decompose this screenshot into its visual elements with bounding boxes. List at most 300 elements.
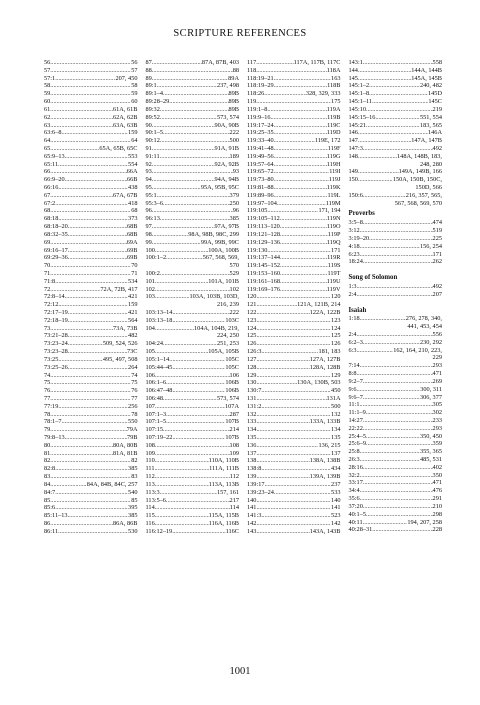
page-refs: 262: [432, 258, 442, 266]
dot-leader: [152, 122, 215, 130]
dot-leader: [50, 67, 131, 75]
index-entry: [247, 317, 341, 325]
scripture-ref: 35:6: [348, 495, 360, 503]
dot-leader: [363, 59, 433, 67]
dot-leader: [256, 497, 331, 505]
scripture-ref: 7:14: [348, 362, 360, 370]
dot-leader: [50, 106, 113, 114]
dot-leader: [280, 270, 327, 278]
page-refs: 129: [331, 371, 341, 379]
page-header: SCRIPTURE REFERENCES: [173, 28, 307, 39]
page-refs: 132: [331, 410, 341, 418]
scripture-ref: 6:3: [348, 346, 357, 354]
index-entry: [146, 434, 240, 442]
index-entry: [146, 270, 240, 278]
scripture-ref: 103:13–18: [145, 316, 173, 324]
dot-leader: [360, 362, 433, 370]
dot-leader: [261, 348, 318, 356]
dot-leader: [363, 339, 420, 347]
scripture-ref: 73: [44, 324, 51, 332]
index-entry: [44, 200, 138, 208]
index-entry: [44, 504, 138, 512]
index-entry: [247, 309, 341, 317]
page-refs: 207, 450: [115, 74, 138, 82]
book-heading: Isaiah: [348, 306, 367, 314]
scripture-ref: 118:19–29: [247, 82, 274, 90]
dot-leader: [375, 114, 420, 122]
dot-leader: [50, 395, 131, 403]
index-entry: [44, 372, 138, 380]
scripture-ref: 95:1: [145, 191, 157, 199]
scripture-ref: 69: [44, 238, 51, 246]
scripture-ref: 113:3: [145, 488, 160, 496]
index-entry: [44, 176, 138, 184]
index-entry: [349, 114, 443, 122]
dot-leader: [267, 106, 326, 114]
dot-leader: [358, 137, 411, 145]
dot-leader: [68, 364, 128, 372]
dot-leader: [58, 215, 128, 223]
index-entry: [247, 106, 341, 114]
section-spacer: [349, 266, 443, 271]
dot-leader: [155, 520, 209, 528]
index-entry: [349, 448, 443, 456]
index-entry: [247, 434, 341, 442]
scripture-ref: 119:121–128: [247, 230, 281, 238]
scripture-ref: 107:19–22: [145, 434, 173, 441]
index-entry: [247, 67, 341, 75]
scripture-ref: 82:8: [44, 465, 56, 473]
page-refs: 113A, 113B: [208, 480, 239, 488]
index-entry: [44, 426, 138, 434]
page-refs: 119S: [327, 262, 341, 270]
page-refs: 567, 568, 569,: [202, 254, 239, 262]
index-entry: [146, 403, 240, 411]
scripture-ref: 57: [44, 66, 51, 74]
page-refs: 529: [229, 269, 239, 277]
dot-leader: [256, 309, 309, 317]
scripture-ref: 119:153–160: [247, 269, 281, 277]
scripture-ref: 32:2: [348, 471, 360, 479]
scripture-ref: 119: [247, 98, 257, 106]
page-refs: 551, 554: [419, 113, 442, 121]
scripture-ref: 1:18: [348, 315, 360, 323]
index-entry: [349, 378, 443, 386]
dot-leader: [274, 82, 327, 90]
index-entry: [44, 239, 138, 247]
dot-leader: [155, 450, 230, 458]
dot-leader: [256, 528, 309, 536]
index-entry: [247, 247, 341, 255]
dot-leader: [360, 448, 420, 456]
scripture-ref: 106:47–48: [145, 387, 173, 395]
page-refs: 83: [131, 473, 138, 481]
dot-leader: [157, 192, 230, 200]
page-refs: 106B: [225, 379, 239, 387]
dot-leader: [155, 278, 208, 286]
page-refs: 119E, 172: [314, 137, 341, 145]
page-refs: 69B: [127, 254, 138, 262]
dot-leader: [261, 387, 331, 395]
dot-leader: [172, 528, 225, 536]
scripture-ref: 11:1–9: [348, 409, 366, 417]
page-refs: 68B: [127, 230, 138, 238]
index-entry: [247, 286, 341, 294]
page-refs: 251, 253: [216, 340, 239, 348]
scripture-ref: 105:1–14: [145, 355, 170, 363]
page-refs: 99A, 99B, 99C: [200, 238, 239, 246]
index-entry: [146, 473, 240, 481]
scripture-ref: 95:3–6: [145, 199, 163, 207]
page-refs: 71: [131, 269, 138, 277]
dot-leader: [357, 347, 394, 355]
page-refs: 65A, 65B, 65C: [99, 144, 138, 152]
page-refs: 573, 574: [216, 394, 239, 402]
page-refs: 106: [229, 371, 239, 379]
index-entry: [44, 457, 138, 465]
page-refs: 359: [432, 440, 442, 448]
dot-leader: [65, 434, 127, 442]
scripture-ref: 119:81–88: [247, 184, 274, 191]
page-number: 1001: [229, 666, 251, 677]
scripture-ref: 1:3: [348, 282, 357, 290]
page-refs: 100A, 100B: [208, 246, 239, 254]
page-refs: 73A, 73B: [113, 324, 138, 332]
entry-continuation: 216, 239: [216, 301, 239, 309]
scripture-ref: 132: [247, 410, 257, 418]
index-entry: [44, 481, 138, 489]
scripture-ref: 117: [247, 59, 257, 66]
index-entry: [349, 487, 443, 495]
scripture-ref: 137: [247, 449, 257, 457]
index-entry: [146, 426, 240, 434]
index-entry: [247, 301, 341, 309]
index-entry: [247, 122, 341, 130]
page-refs: 119O: [326, 223, 341, 231]
index-entry: [146, 387, 240, 395]
dot-leader: [68, 247, 127, 255]
index-entry: [44, 286, 138, 294]
index-entry: [44, 442, 138, 450]
index-entry: [44, 434, 138, 442]
dot-leader: [50, 262, 131, 270]
dot-leader: [256, 442, 318, 450]
dot-leader: [261, 403, 331, 411]
dot-leader: [360, 227, 433, 235]
page-refs: 105A, 105B: [208, 348, 239, 356]
scripture-ref: 85: [44, 496, 51, 504]
dot-leader: [363, 145, 433, 153]
index-entry: [349, 425, 443, 433]
dot-leader: [155, 348, 208, 356]
dot-leader: [363, 519, 408, 527]
dot-leader: [50, 387, 131, 395]
page-refs: 102: [229, 285, 239, 293]
dot-leader: [172, 309, 229, 317]
index-entry: [247, 231, 341, 239]
scripture-ref: 110: [145, 457, 155, 465]
index-entry: [349, 495, 443, 503]
scripture-ref: 108: [145, 441, 155, 449]
index-entry: [146, 168, 240, 176]
dot-leader: [50, 192, 113, 200]
dot-leader: [50, 426, 126, 434]
page-refs: 104A, 104B, 219,: [194, 324, 239, 332]
scripture-ref: 120: [247, 293, 257, 301]
scripture-ref: 139:17: [247, 480, 265, 488]
page-refs: 119M: [325, 199, 341, 207]
page-refs: 119C: [327, 121, 341, 129]
scripture-ref: 96:13: [145, 215, 160, 223]
dot-leader: [62, 129, 129, 137]
scripture-ref: 104: [145, 324, 155, 332]
page-refs: 119L: [327, 191, 341, 199]
dot-leader: [160, 215, 230, 223]
page-refs: 210: [432, 502, 442, 510]
index-entry: [146, 145, 240, 153]
scripture-ref: 62: [44, 113, 51, 121]
index-entry: [44, 82, 138, 90]
page-refs: 474: [432, 219, 442, 227]
scripture-ref: 69:29–36: [44, 254, 68, 262]
dot-leader: [172, 434, 225, 442]
page-refs: 70: [131, 262, 138, 270]
page-refs: 136, 215: [318, 441, 341, 449]
index-entry: [44, 254, 138, 262]
index-entry: [146, 481, 240, 489]
scripture-ref: 113:5–6: [145, 496, 166, 504]
page-refs: 149A, 149B, 166: [398, 168, 442, 176]
dot-leader: [50, 207, 131, 215]
page-refs: 533: [331, 488, 341, 496]
page-refs: 530: [128, 527, 138, 535]
index-entry: [349, 219, 443, 227]
dot-leader: [360, 456, 420, 464]
dot-leader: [152, 67, 233, 75]
page-refs: 157, 161: [216, 488, 239, 496]
dot-leader: [274, 153, 327, 161]
dot-leader: [50, 137, 131, 145]
index-column-3: [247, 59, 341, 536]
scripture-ref: 139:23–24: [247, 488, 274, 496]
scripture-ref: 79: [44, 426, 51, 434]
scripture-ref: 69:16–17: [44, 246, 68, 254]
dot-leader: [55, 489, 128, 497]
page-refs: 119K: [326, 184, 341, 191]
page-refs: 171, 194: [318, 207, 341, 215]
page-refs: 103A, 103B, 103D,: [189, 293, 239, 301]
page-refs: 147A, 147B: [411, 137, 442, 145]
index-entry: [349, 362, 443, 370]
scripture-ref: 25:6–9: [348, 440, 366, 448]
dot-leader: [256, 457, 309, 465]
index-entry: [349, 59, 443, 67]
index-entry: [44, 520, 138, 528]
dot-leader: [163, 90, 229, 98]
dot-leader: [160, 489, 217, 497]
index-column-1: [44, 59, 138, 536]
scripture-ref: 56: [44, 59, 51, 66]
dot-leader: [274, 168, 329, 176]
page-refs: 558: [432, 59, 442, 66]
scripture-ref: 78:1–7: [44, 418, 62, 426]
dot-leader: [357, 331, 433, 339]
page-refs: 237, 498: [216, 82, 239, 90]
dot-leader: [68, 231, 127, 239]
scripture-ref: 71:8: [44, 277, 56, 285]
dot-leader: [152, 59, 202, 67]
dot-leader: [256, 332, 331, 340]
index-entry: [146, 153, 240, 161]
dot-leader: [274, 192, 328, 200]
scripture-ref: 8:8: [348, 370, 357, 378]
page-refs: 194, 207, 258: [407, 518, 442, 526]
page-refs: 133A, 133B: [309, 418, 341, 426]
index-entry: [146, 395, 240, 403]
dot-leader: [50, 168, 126, 176]
index-entry: [146, 247, 240, 255]
scripture-ref: 119:17–24: [247, 121, 274, 129]
dot-leader: [274, 145, 328, 153]
scripture-ref: 61: [44, 105, 51, 113]
page-refs: 96: [232, 207, 239, 215]
index-entry: [247, 98, 341, 106]
dot-leader: [363, 425, 433, 433]
dot-leader: [280, 223, 327, 231]
scripture-ref: 68:32–35: [44, 230, 68, 238]
index-entry: [44, 465, 138, 473]
index-entry: [247, 379, 341, 387]
index-entry: [349, 409, 443, 417]
page-refs: 119G: [326, 152, 341, 160]
scripture-ref: 18:24: [348, 258, 363, 266]
index-entry: [146, 239, 240, 247]
index-entry: [44, 59, 138, 67]
scripture-ref: 127: [247, 355, 257, 363]
page-refs: 492: [432, 282, 442, 290]
dot-leader: [68, 223, 127, 231]
dot-leader: [369, 235, 432, 243]
scripture-ref: 116: [145, 519, 155, 527]
dot-leader: [58, 184, 128, 192]
scripture-ref: 68:18: [44, 215, 59, 223]
scripture-ref: 25:4–5: [348, 432, 366, 440]
dot-leader: [363, 464, 433, 472]
dot-leader: [360, 487, 433, 495]
page-refs: 114: [229, 504, 239, 512]
page-refs: 287: [229, 410, 239, 418]
index-column-2: [146, 59, 240, 536]
dot-leader: [256, 59, 293, 67]
index-entry: [146, 200, 240, 208]
scripture-ref: 40:11: [348, 518, 363, 526]
scripture-ref: 9:6–7: [348, 393, 363, 401]
page-refs: 306, 377: [419, 393, 442, 401]
page-refs: 119R: [327, 254, 341, 262]
index-entry: [146, 114, 240, 122]
dot-leader: [50, 520, 113, 528]
dot-leader: [280, 231, 328, 239]
scripture-ref: 124: [247, 324, 257, 332]
page-refs: 305: [432, 401, 442, 409]
page-refs: 228: [432, 526, 442, 534]
scripture-ref: 119:113–120: [247, 223, 280, 231]
index-entry: [146, 75, 240, 83]
page-refs: 94A, 94B: [214, 176, 239, 184]
index-entry: [247, 129, 341, 137]
index-entry: [44, 497, 138, 505]
dot-leader: [358, 153, 397, 161]
dot-leader: [369, 90, 428, 98]
scripture-ref: 143:1: [348, 59, 363, 66]
page-refs: 421: [128, 293, 138, 301]
index-entry: [247, 325, 341, 333]
scripture-ref: 85:6: [44, 504, 56, 512]
scripture-ref: 74: [44, 371, 51, 379]
entry-continuation: 570: [229, 262, 239, 270]
page-refs: 492: [432, 144, 442, 152]
index-entry: [247, 356, 341, 364]
index-entry: [146, 161, 240, 169]
index-entry: [247, 528, 341, 536]
entry-continuation: 567, 568, 569, 570: [394, 199, 442, 207]
page-refs: 145D: [428, 90, 442, 98]
scripture-ref: 129: [247, 371, 257, 379]
index-columns: [44, 59, 442, 536]
dot-leader: [163, 200, 230, 208]
page-refs: 553: [128, 152, 138, 160]
scripture-ref: 34:4: [348, 487, 360, 495]
scripture-ref: 25:8: [348, 448, 360, 456]
dot-leader: [68, 317, 128, 325]
scripture-ref: 89:32: [145, 105, 160, 113]
index-entry: [146, 215, 240, 223]
index-entry: [44, 270, 138, 278]
scripture-ref: 112: [145, 473, 155, 481]
scripture-ref: 82: [44, 457, 51, 465]
dot-leader: [157, 82, 217, 90]
dot-leader: [50, 145, 99, 153]
page-refs: 61A, 61B: [113, 105, 138, 113]
index-entry: [146, 231, 240, 239]
scripture-ref: 66:16: [44, 184, 59, 191]
scripture-ref: 76: [44, 387, 51, 395]
dot-leader: [155, 442, 230, 450]
dot-leader: [160, 270, 230, 278]
scripture-ref: 100:1–2: [145, 254, 167, 262]
index-entry: [44, 450, 138, 458]
scripture-ref: 138:8: [247, 465, 262, 473]
entry-continuation: 229: [432, 354, 442, 362]
dot-leader: [366, 433, 420, 441]
scripture-ref: 2:4: [348, 290, 357, 298]
page-refs: 78: [131, 410, 138, 418]
dot-leader: [261, 512, 331, 520]
dot-leader: [155, 504, 230, 512]
index-entry: [349, 464, 443, 472]
page-refs: 112: [229, 473, 239, 481]
dot-leader: [274, 75, 331, 83]
scripture-ref: 87: [145, 59, 152, 66]
index-entry: [349, 192, 443, 200]
dot-leader: [274, 176, 329, 184]
dot-leader: [169, 98, 228, 106]
index-entry: [247, 395, 341, 403]
index-entry: [247, 82, 341, 90]
scripture-ref: 6:23: [348, 250, 360, 258]
dot-leader: [50, 442, 113, 450]
page-refs: 118B: [327, 82, 341, 90]
